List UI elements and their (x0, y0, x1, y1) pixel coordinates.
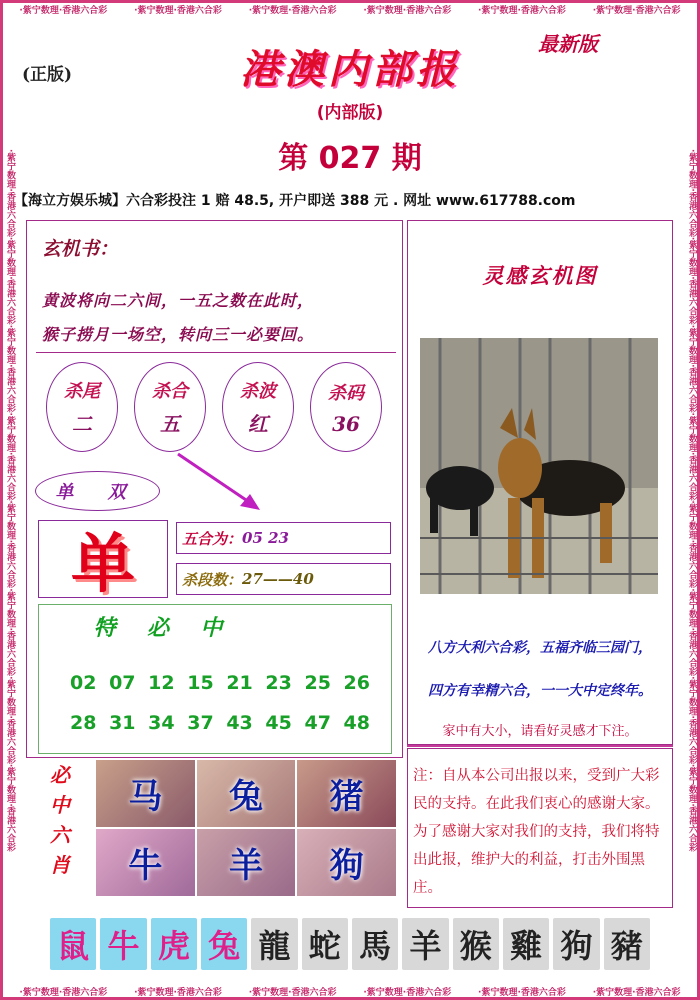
number: 26 (343, 672, 370, 694)
zodiac-tile: 狗 (553, 918, 599, 970)
zodiac-cell: 羊 (197, 829, 296, 896)
bizhong-char: 中 (50, 793, 70, 817)
number: 31 (109, 712, 136, 734)
edition-label: (正版) (22, 65, 73, 85)
bizhong-char: 肖 (50, 853, 70, 877)
number: 37 (187, 712, 214, 734)
zodiac-row (50, 918, 650, 970)
oval-key: 杀合 (152, 381, 188, 403)
oval-key: 杀尾 (64, 381, 100, 403)
shaduanshu-label: 杀段数： (182, 570, 243, 589)
number: 12 (148, 672, 175, 694)
zodiac-tile: 龍 (251, 918, 297, 970)
number: 07 (109, 672, 136, 694)
zodiac-tile: 馬 (352, 918, 398, 970)
number: 43 (226, 712, 253, 734)
zodiac-tile: 牛 (100, 918, 146, 970)
border-strip-right: ·紫宁数理·香港六合彩·紫宁数理·香港六合彩·紫宁数理·香港六合彩·紫宁数理·香港六合彩·紫宁数理·香港六合彩·紫宁数理·香港六合彩·紫宁数理·香港六合彩·紫宁数理·香港六合彩 (687, 148, 697, 852)
page-title: 港澳内部报 (240, 46, 460, 93)
number-row-2 (70, 712, 370, 734)
special-title (38, 611, 238, 642)
zodiac-cell: 兔 (197, 760, 296, 827)
zodiac-tile: 雞 (503, 918, 549, 970)
zodiac-grid (96, 760, 396, 896)
arrow-icon (170, 448, 270, 518)
xuanjishu-label: 玄机书： (42, 238, 119, 260)
dog-cage-photo (420, 338, 658, 594)
oval-sha-bo (222, 362, 294, 452)
oval-sha-he (134, 362, 206, 452)
oval-key: 杀码 (328, 382, 364, 404)
zodiac-tile: 蛇 (302, 918, 348, 970)
wuhe-label: 五合为： (182, 529, 243, 548)
oval-value: 红 (248, 411, 268, 436)
big-char: 单 (71, 527, 135, 602)
bizhong-char: 六 (50, 823, 70, 847)
bizhong-liuxiao-label (42, 760, 78, 880)
ad-banner[interactable]: 【海立方娱乐城】六合彩投注 1 赔 48.5, 开户即送 388 元 . 网址 www.617788.com (14, 193, 576, 209)
number: 15 (187, 672, 214, 694)
number: 45 (265, 712, 292, 734)
section-divider (36, 352, 396, 353)
number: 23 (265, 672, 292, 694)
newest-version-label: 最新版 (538, 32, 598, 56)
number: 47 (304, 712, 331, 734)
zodiac-cell: 狗 (297, 829, 396, 896)
zodiac-tile: 虎 (151, 918, 197, 970)
company-notice: 注：自从本公司出报以来，受到广大彩民的支持。在此我们衷心的感谢大家。为了感谢大家对我们的支持，我们将特出此报，维护大的利益，打击外围黑庄。 (413, 768, 660, 896)
inspiration-title: 灵感玄机图 (482, 263, 598, 288)
number: 21 (226, 672, 253, 694)
border-strip-bottom: ·紫宁数理·香港六合彩 ·紫宁数理·香港六合彩 ·紫宁数理·香港六合彩 ·紫宁数理·香港六合彩 ·紫宁数理·香港六合彩 ·紫宁数理·香港六合彩 (19, 987, 681, 998)
bizhong-char: 必 (50, 763, 70, 787)
zodiac-cell: 猪 (297, 760, 396, 827)
number: 48 (343, 712, 370, 734)
special-title-char: 中 (200, 615, 223, 641)
zodiac-tile: 猴 (453, 918, 499, 970)
reminder-note: 家中有大小，请看好灵感才下注。 (442, 724, 638, 739)
zodiac-tile: 兔 (201, 918, 247, 970)
special-title-char: 必 (146, 615, 169, 641)
rhyme-line-1: 八方大利六合彩，五福齐临三园门， (428, 640, 652, 656)
oval-sha-ma (310, 362, 382, 452)
dog-photo-illustration (420, 338, 658, 594)
wuhe-box (176, 522, 391, 554)
zodiac-cell: 牛 (96, 829, 195, 896)
number: 02 (70, 672, 97, 694)
zodiac-tile: 羊 (402, 918, 448, 970)
number: 28 (70, 712, 97, 734)
special-title-char: 特 (93, 615, 116, 641)
zodiac-cell: 马 (96, 760, 195, 827)
rhyme-line-2: 四方有幸精六合，一一大中定终年。 (428, 683, 652, 699)
zodiac-tile: 鼠 (50, 918, 96, 970)
page-subtitle: (内部版) (316, 103, 384, 123)
oval-value: 36 (332, 411, 360, 436)
zodiac-tile: 豬 (604, 918, 650, 970)
oval-key: 杀波 (240, 381, 276, 403)
big-char-box (38, 520, 168, 602)
oval-value: 五 (160, 411, 180, 436)
number: 34 (148, 712, 175, 734)
oval-sha-wei (46, 362, 118, 452)
number-row-1 (70, 672, 370, 694)
danshuang-oval: 单 双 (35, 471, 160, 511)
border-strip-top: ·紫宁数理·香港六合彩 ·紫宁数理·香港六合彩 ·紫宁数理·香港六合彩 ·紫宁数理·香港六合彩 ·紫宁数理·香港六合彩 ·紫宁数理·香港六合彩 (19, 5, 681, 16)
issue-number: 第 027 期 (278, 141, 422, 176)
number: 25 (304, 672, 331, 694)
wuhe-value: 05 23 (242, 529, 289, 547)
right-divider (407, 745, 673, 747)
border-strip-left: ·紫宁数理·香港六合彩·紫宁数理·香港六合彩·紫宁数理·香港六合彩·紫宁数理·香港六合彩·紫宁数理·香港六合彩·紫宁数理·香港六合彩·紫宁数理·香港六合彩·紫宁数理·香港六合彩 (5, 148, 15, 852)
poem-line-1: 黄波将向二六间，一五之数在此时， (42, 291, 315, 310)
oval-value: 二 (72, 411, 92, 436)
shaduanshu-value: 27——40 (242, 570, 314, 588)
poem-line-2: 猴子捞月一场空，转向三一必要回。 (42, 325, 315, 344)
shaduanshu-box (176, 563, 391, 595)
